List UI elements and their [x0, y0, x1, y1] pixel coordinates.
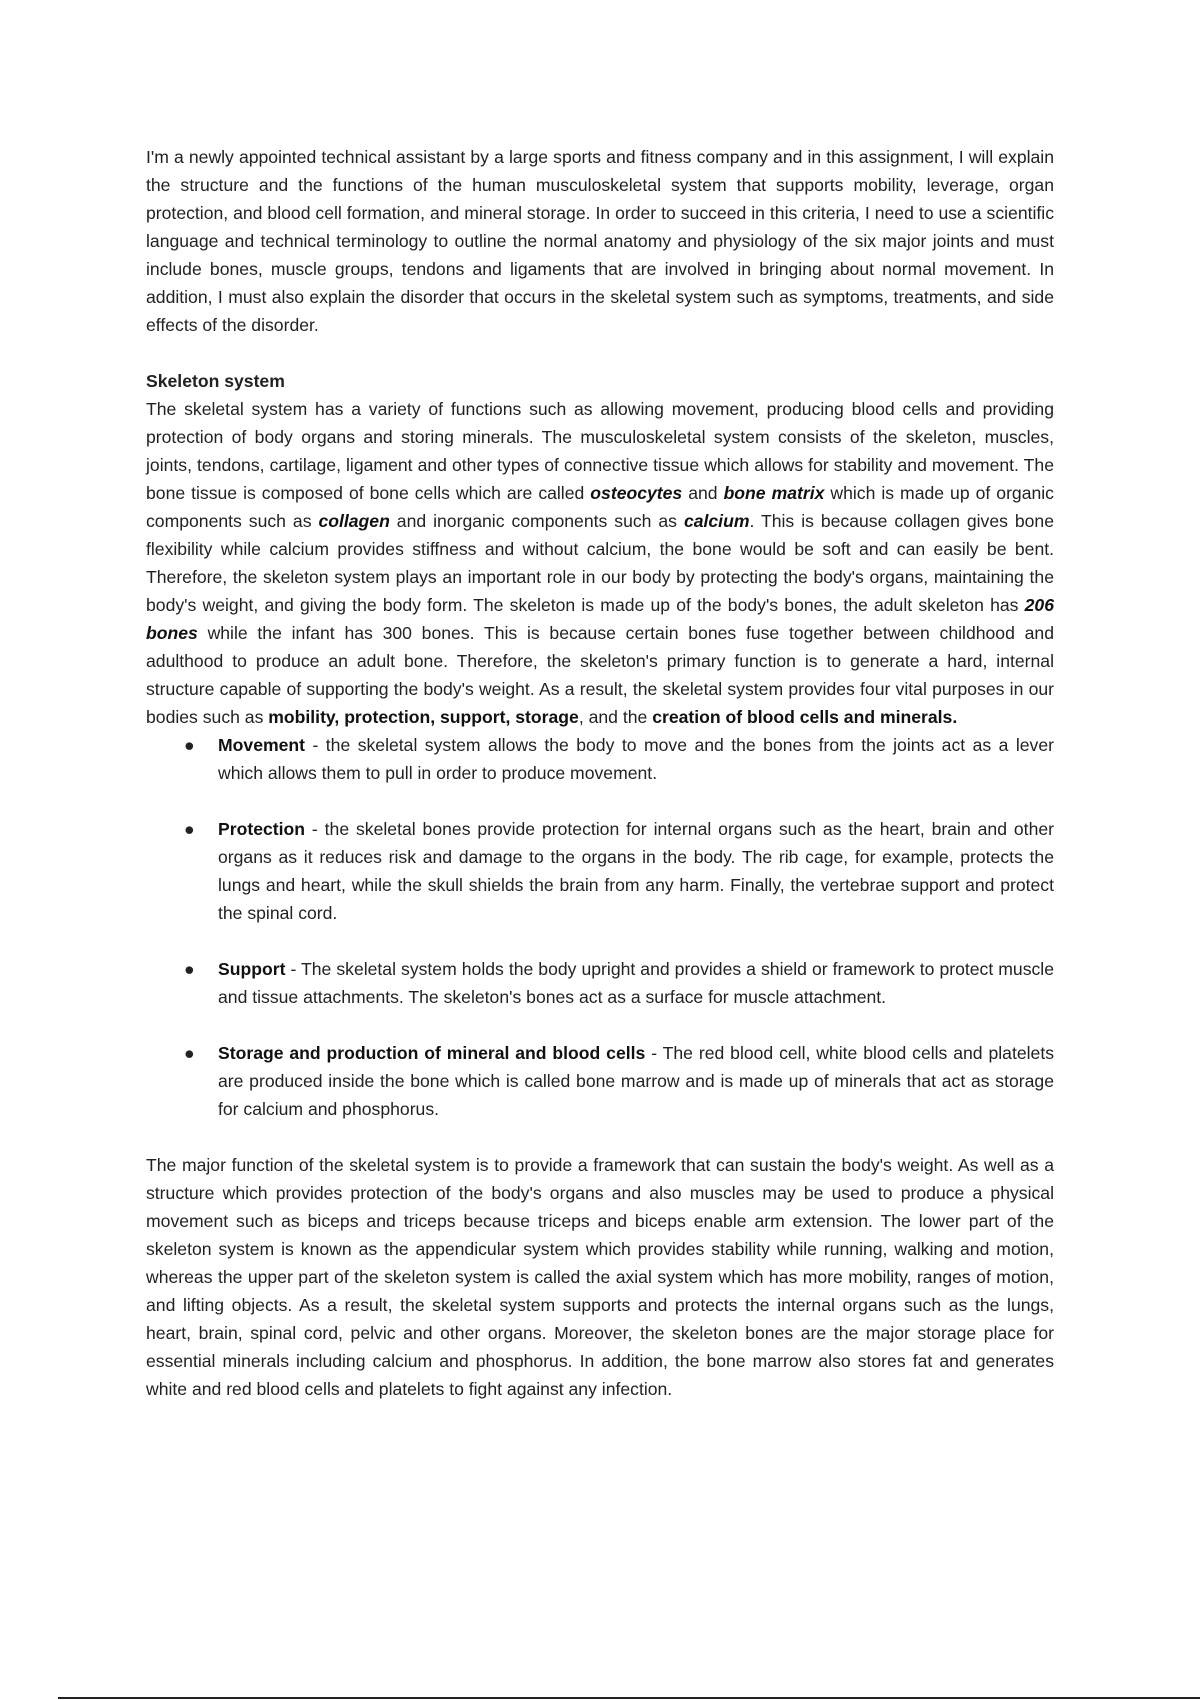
text-run: The skeletal system has a variety of functions such as allowing movement, producing blood cells and providing protection of body organs and storing minerals. The musculoskeletal system consists of the skeleton, muscles, joints, tendons, cartilage, ligament and other types of connective tissue which allows for stability and movement. The bone tissue is composed of bone cells which are called [146, 399, 1054, 503]
text-run: and inorganic components such as [389, 511, 684, 531]
text-run: while the infant has 300 bones. This is because certain bones fuse together between childhood and adulthood to produce an adult bone. Therefore, the skeleton's primary function is to generate a hard, internal structure capable of supporting the body's weight. As a result, the skeletal system provides four vital purposes in our bodies such as [146, 623, 1054, 727]
separator: , [334, 707, 345, 727]
separator: , [505, 707, 516, 727]
functions-list [146, 731, 1054, 1123]
document-body [146, 143, 1054, 1403]
section-heading: Skeleton system [146, 371, 285, 391]
keyword-osteocytes: osteocytes [590, 483, 683, 503]
keyword-creation: creation of blood cells and minerals. [652, 707, 958, 727]
bullet-term: Storage and production of mineral and blood cells [218, 1043, 646, 1063]
keyword-storage: storage [515, 707, 579, 727]
separator: , [430, 707, 440, 727]
bullet-text: - The skeletal system holds the body upright and provides a shield or framework to protect muscle and tissue attachments. The skeleton's bones act as a surface for muscle attachment. [218, 959, 1054, 1007]
bullet-icon: ● [184, 1043, 195, 1063]
text-run: , and the [578, 707, 653, 727]
list-item [146, 1039, 1054, 1123]
keyword-calcium: calcium [683, 511, 750, 531]
bullet-icon: ● [184, 959, 195, 979]
keyword-support: support [439, 707, 506, 727]
bullet-text: - the skeletal system allows the body to move and the bones from the joints act as a lever which allows them to pull in order to produce movement. [218, 735, 1054, 783]
bullet-text: - the skeletal bones provide protection for internal organs such as the heart, brain and other organs as it reduces risk and damage to the organs in the body. The rib cage, for example, protects the lungs and heart, while the skull shields the brain from any harm. Finally, the vertebrae support and protect the spinal cord. [218, 819, 1054, 923]
bullet-text: - The red blood cell, white blood cells and platelets are produced inside the bone which is called bone marrow and is made up of minerals that act as storage for calcium and phosphorus. [218, 1043, 1055, 1119]
intro-paragraph: I'm a newly appointed technical assistant by a large sports and fitness company and in this assignment, I will explain the structure and the functions of the human musculoskeletal system that supports mobility, leverage, organ protection, and blood cell formation, and mineral storage. In order to succeed in this criteria, I need to use a scientific language and technical terminology to outline the normal anatomy and physiology of the six major joints and must include bones, muscle groups, tendons and ligaments that are involved in bringing about normal movement. In addition, I must also explain the disorder that occurs in the skeletal system such as symptoms, treatments, and side effects of the disorder. [146, 147, 1054, 335]
bullet-term: Movement [218, 735, 306, 755]
list-item [146, 955, 1054, 1011]
keyword-collagen: collagen [318, 511, 390, 531]
list-item [146, 815, 1054, 927]
bullet-term: Support [218, 959, 286, 979]
text-run: and [682, 483, 724, 503]
bullet-icon: ● [184, 735, 195, 755]
text-run: . This is because collagen gives bone flexibility while calcium provides stiffness and without calcium, the bone would be soft and can easily be bent. Therefore, the skeleton system plays an important role in our body by protecting the body's organs, maintaining the body's weight, and giving the body form. The skeleton is made up of the body's bones, the adult skeleton has [146, 511, 1054, 615]
skeleton-paragraph [146, 395, 1054, 731]
keyword-protection: protection [344, 707, 431, 727]
bullet-term: Protection [218, 819, 305, 839]
keyword-mobility: mobility [268, 707, 335, 727]
closing-paragraph: The major function of the skeletal system is to provide a framework that can sustain the body's weight. As well as a structure which provides protection of the body's organs and also muscles may be used to produce a physical movement such as biceps and triceps because triceps and biceps enable arm extension. The lower part of the skeleton system is known as the appendicular system which provides stability while running, walking and motion, whereas the upper part of the skeleton system is called the axial system which has more mobility, ranges of motion, and lifting objects. As a result, the skeletal system supports and protects the internal organs such as the lungs, heart, brain, spinal cord, pelvic and other organs. Moreover, the skeleton bones are the major storage place for essential minerals including calcium and phosphorus. In addition, the bone marrow also stores fat and generates white and red blood cells and platelets to fight against any infection. [146, 1155, 1054, 1399]
text-run: which is made up of organic components such as [146, 483, 1054, 531]
page-footer-rule [58, 1697, 1200, 1699]
keyword-206-bones: 206 bones [146, 595, 1054, 643]
bullet-icon: ● [184, 819, 195, 839]
list-item [146, 731, 1054, 787]
keyword-bone-matrix: bone matrix [723, 483, 825, 503]
